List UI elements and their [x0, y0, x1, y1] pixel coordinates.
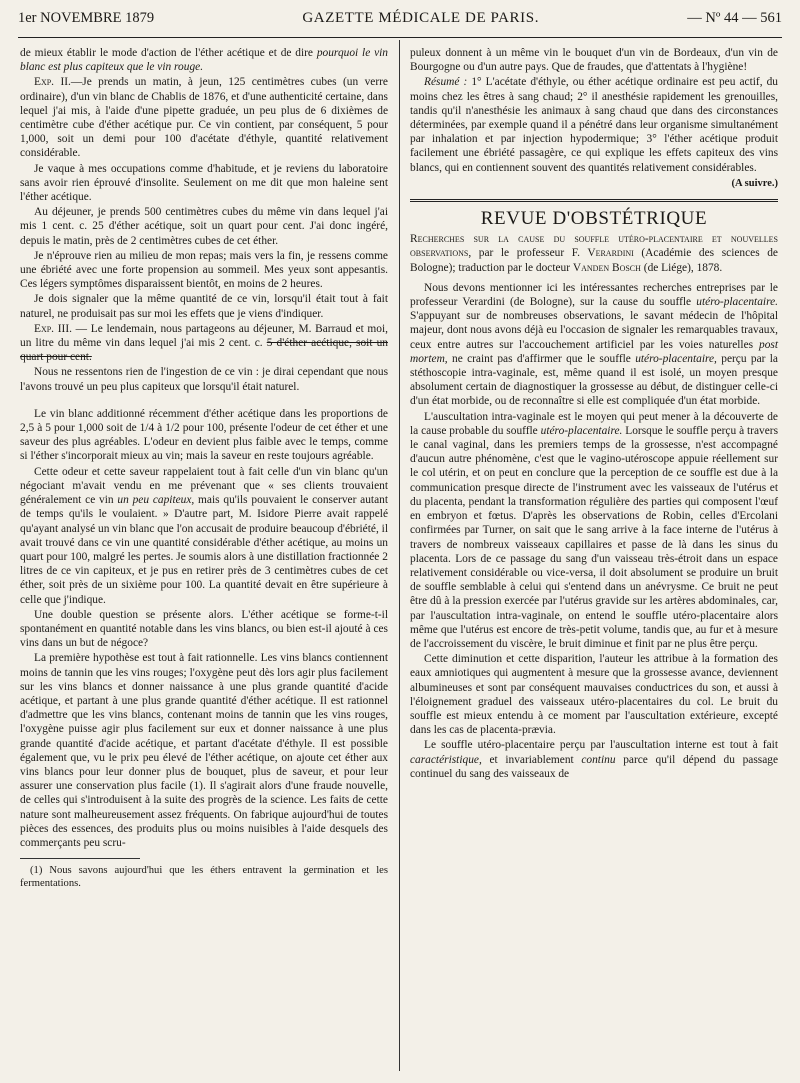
article-subtitle: [410, 232, 778, 275]
header-rule: [18, 37, 782, 38]
paragraph: Je n'éprouve rien au milieu de mon repas; mais vers la fin, je ressens comme une ébriété avec une forte propension au sommeil. Mes yeux sont appesantis. Ces légers symptômes disparaissent bientôt, en moins de 2 heures.: [20, 249, 388, 291]
exp-label: Exp. III.: [34, 322, 72, 335]
text: —Je prends un matin, à jeun, 125 centimètres cubes (un verre ordinaire), d'un vin blanc de Chablis de 1876, et d'une authenticité certaine, dans lequel j'ai mis, à l'aide d'une pipette graduée, un peu plus de 6 dixièmes de centimètre cube d'éther acétique pur. Ce vin contient, par conséquent, 5 pour 1,000, soit un demi pour 100 d'acétate d'éthyle, quantité relativement considérable.: [20, 76, 388, 160]
paragraph: Une double question se présente alors. L'éther acétique se forme-t-il spontanément en quantité notable dans les vins blancs, ou bien est-il ajouté à ces vins dans un but de négoce?: [20, 608, 388, 650]
text: (Académie des sciences de Bologne); traduction par le docteur: [410, 247, 778, 274]
header-issue: — Nº 44 — 561: [687, 10, 782, 26]
text: ne craint pas d'affirmer que le souffle: [447, 352, 636, 365]
text: et invariablement: [481, 753, 582, 766]
paragraph: Le vin blanc additionné récemment d'éther acétique dans les proportions de 2,5 à 5 pour 1,000 soit de 1/4 à 1/2 pour 100, présente l'odeur de cet éther et une saveur des plus agréables. L'odeur en devient plus faible avec le temps, comme si l'éther s'incorporait mieux au vin; mais la saveur en reste toujours agréable.: [20, 407, 388, 463]
paragraph: La première hypothèse est tout à fait rationnelle. Les vins blancs contiennent moins de tannin que les vins rouges; l'oxygène peut dès lors agir plus facilement sur les vins blancs et donner naissance à une plus grande quantité d'acide acétique, et partant à une plus grande quantité d'éther acétique. Il est rationnel d'admettre que les vins blancs, contenant moins de tannin que les vins rouges, l'oxygène puisse agir plus facilement sur eux et donner naissance à une plus grande quantité d'acide acétique, et partant d'acétate d'éthyle. Il est possible également que, vu le prix peu élevé de l'éther acétique, on ajoute cet éther aux vins blancs pour leur donner plus de bouquet, plus de saveur, et pour leur assurer une conservation plus facile (1). Il s'agirait alors d'une fraude nouvelle, de celles qui s'introduisent à la suite des progrès de la science. Les faits de cette nature sont malheureusement assez fréquents. On fabrique aujourd'hui de toutes pièces des essences, des produits plus ou moins nuisibles à l'aide desquels des commerçants peu scru-: [20, 652, 388, 849]
text-italic: utéro-placentaire.: [696, 296, 778, 309]
to-be-continued: (A suivre.): [731, 177, 778, 189]
paragraph: [410, 281, 778, 409]
text: mais qu'ils pouvaient le conserver autant de temps qu'ils le voulaient. » D'autre part, M. Isidore Pierre avait rappelé qu'ayant analysé un vin blanc que l'on accusait de produire beaucoup d'ébriété, il avait trouvé dans ce vin une quantité considérable d'éther acétique, au moins un quart pour 100, malgré les pertes. Je soumis alors à une distillation fractionnée 2 litres de ce vin capiteux, et je pus en retirer près de 3 centimètres cubes de cet éther, soit près de un sixième pour 100. La quantité devait en être supérieure à celle que j'indique.: [20, 494, 388, 606]
section-title: REVUE D'OBSTÉTRIQUE: [480, 208, 708, 230]
text: Lorsque le souffle perçu à travers le canal vaginal, dans les premiers temps de la grossesse, n'est accompagné d'aucun autre phénomène, c'est que le vagino-utéroscope appuie réellement sur le col utérin, et on peut en conclure que la perception de ce souffle est due à la communication presque directe de l'instrument avec les vaisseaux de l'utérus et du placenta, pendant la transformation régulière des parties qui composent l'œuf en embryon et fœtus. D'après les observations de Robin, celles d'Ercolani confirmées par Turner, on sait que le sang arrive à la face interne de l'utérus à travers de nombreux vaisseaux capillaires et passe de là dans les sinus du placenta. Lors de ce passage du sang d'un vaisseau très-étroit dans un espace relativement considérable ou vice-versa, il doit absolument se produire un bruit de souffle semblable à celui qui s'entend dans un anévrysme. Ce bruit ne peut être dû à la pression exercée par l'utérus gravide sur les artères abdominales, car, par l'auscultation intra-vaginale, on entend le souffle utéro-placentaire alors même que l'utérus est encore de très-petit volume, tandis que, au fur et à mesure de l'accroissement du viscère, le bruit diminue et finit par ne plus être perçu.: [410, 424, 779, 650]
paragraph: puleux donnent à un même vin le bouquet d'un vin de Bordeaux, d'un vin de Bourgogne ou d'un autre pays. Que de fraudes, que d'attentats à l'hygiène!: [410, 47, 778, 74]
text: par le professeur: [471, 247, 572, 260]
text-smallcaps: Recherches sur la cause du souffle utéro-placentaire et nouvelles observations,: [410, 233, 778, 260]
footnote-rule: [20, 858, 140, 859]
text: (de Liége), 1878.: [640, 261, 723, 274]
spacer: [20, 395, 388, 407]
paragraph: [20, 75, 388, 160]
section-rule: [410, 199, 778, 202]
page-header: [18, 10, 782, 34]
text: S'appuyant sur de nombreuses observations, le savant médecin de l'hôpital majeur, dont nous avons déjà eu l'occasion de signaler les remarquables travaux, ceux entre autres sur l'accouchement artificiel par les voies naturelles: [410, 310, 778, 351]
text-italic: post mortem,: [410, 338, 778, 365]
text-italic: caractéristique,: [410, 753, 482, 766]
text: Cette odeur et cette saveur rappelaient tout à fait celle d'un vin blanc qu'un négociant m'avait vendu en me prévenant que « ses clients trouvaient généralement ce vin: [20, 465, 388, 507]
text-italic: un peu capiteux,: [117, 494, 195, 507]
translator-name: Vanden Bosch: [572, 261, 641, 274]
text: — Le lendemain, nous partageons au déjeuner, M. Barraud et moi, un litre du même vin dans lequel j'ai mis 2 cent. c.: [20, 322, 389, 350]
text: de mieux établir le mode d'action de l'éther acétique et de dire: [20, 47, 317, 59]
text-italic: pourquoi le vin blanc est plus capiteux que le vin rouge.: [20, 47, 389, 74]
footnote: (1) Nous savons aujourd'hui que les éthers entravent la germination et les fermentations.: [20, 865, 388, 890]
right-column: [410, 46, 778, 782]
text: 1° L'acétate d'éthyle, ou éther acétique ordinaire est peu actif, du moins chez les êtres à sang chaud; 2° il anesthésie rapidement les grenouilles, tandis qu'il n'anesthésie les animaux à sang chaud que dans des circonstances déterminées, par exemple quand il a pénétré dans leur organisme simultanément par inhalation et par injection hypodermique; 3° l'éther acétique produit facilement une ébriété passagère, ce qui explique les effets capiteux des vins blancs, qui en contiennent souvent des quantités relativement considérables.: [410, 76, 778, 174]
column-divider: [399, 40, 400, 1071]
text: L'auscultation intra-vaginale est le moyen qui peut mener à la découverte de la cause probable du souffle: [410, 410, 778, 437]
text-struck: 5 d'éther acétique, soit un quart pour cent.: [20, 337, 388, 364]
paragraph: [410, 75, 778, 174]
paragraph: [20, 465, 388, 607]
text: Nous devons mentionner ici les intéressantes recherches entreprises par le professeur Verardini (de Bologne), sur la cause du souffle: [410, 281, 778, 309]
text: perçu par la stéthoscopie intra-vaginale, est, même quand il est isolé, un moyen presque absolument certain de diagnostiquer la grossesse au début, de distinguer celle-ci d'un état morbide, ou de reconnaître si elle est compliquée d'un état morbide.: [410, 352, 778, 408]
paragraph: [410, 410, 778, 651]
paragraph: Je vaque à mes occupations comme d'habitude, et je reviens du laboratoire sans avoir rien éprouvé d'insolite. Seulement on me dit que mon haleine sent l'éther acétique.: [20, 162, 388, 204]
paragraph: Je dois signaler que la même quantité de ce vin, lorsqu'il était tout à fait naturel, ne produisait pas sur moi les effets que je viens d'indiquer.: [20, 293, 388, 320]
paragraph: [20, 322, 388, 365]
paragraph: Nous ne ressentons rien de l'ingestion de ce vin : je dirai cependant que nous l'avons trouvé un peu plus capiteux que lorsqu'il était naturel.: [20, 366, 388, 393]
paragraph: Cette diminution et cette disparition, l'auteur les attribue à la formation des eaux amniotiques qui augmentent à mesure que la grossesse avance, deviennent albumineuses et sont par conséquent mauvaises conductrices du son, et aussi à l'éloignement graduel des vaisseaux utéro-placentaires du col. Le bruit du souffle est mieux entendu à ce moment par l'auscultation extérieure, excepté dans les cas de placenta-prævia.: [410, 653, 778, 737]
author-name: F. Verardini: [571, 247, 634, 260]
text: parce qu'il dépend du passage continuel du sang des vaisseaux de: [410, 753, 778, 780]
text-italic: continu: [581, 753, 616, 766]
text: Le souffle utéro-placentaire perçu par l'auscultation interne est tout à fait: [424, 739, 778, 752]
paragraph: [410, 738, 778, 781]
paragraph: Au déjeuner, je prends 500 centimètres cubes du même vin dans lequel j'ai mis 1 cent. c. 25 d'éther acétique, soit un quart pour cent. J'ai donc ingéré, depuis le matin, près de 2 centimètres cubes de cet éther.: [20, 206, 388, 247]
exp-label: Exp. II.: [34, 76, 71, 89]
text-italic: utéro-placentaire,: [635, 352, 717, 365]
header-title: GAZETTE MÉDICALE DE PARIS.: [302, 10, 540, 26]
header-date: 1er NOVEMBRE 1879: [18, 10, 155, 26]
resume-label: Résumé :: [424, 76, 468, 89]
paragraph: [20, 46, 388, 74]
left-column: [20, 46, 388, 891]
text-italic: utéro-placentaire.: [540, 424, 623, 437]
